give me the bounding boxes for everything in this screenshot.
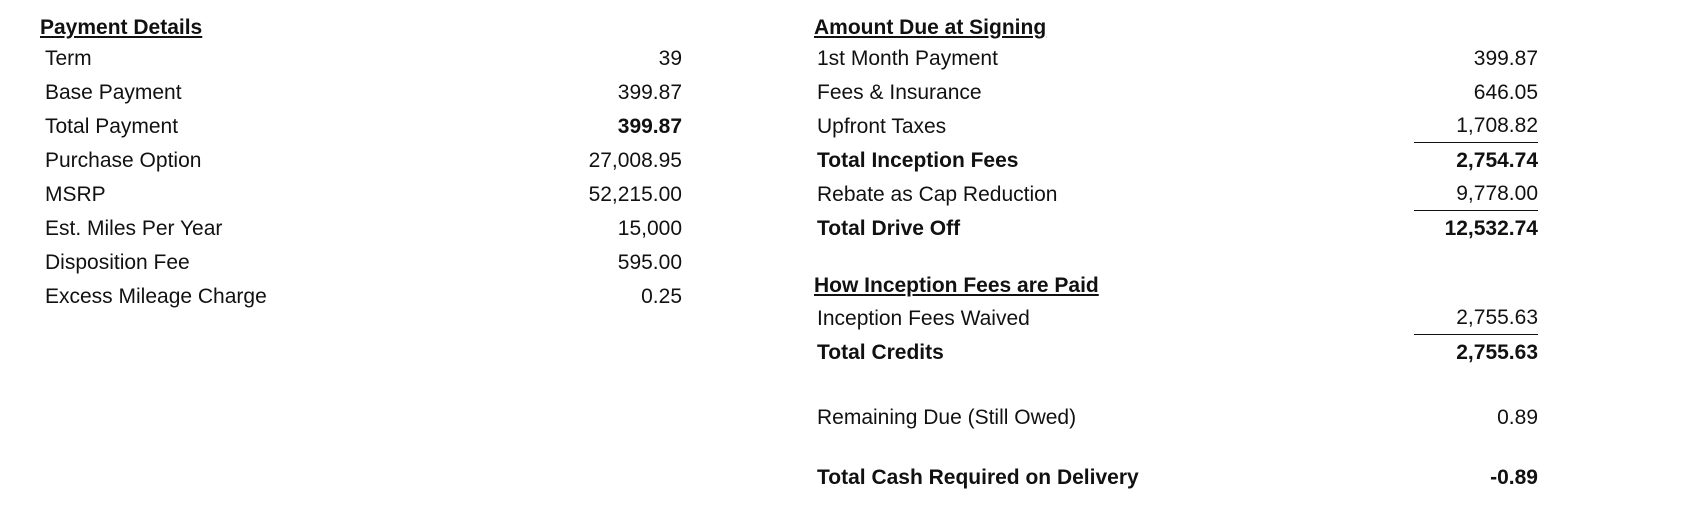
upfront-taxes-value: 1,708.82	[1414, 110, 1538, 143]
payment-details-heading: Payment Details	[40, 16, 203, 39]
total-payment-row	[42, 110, 682, 144]
inception-fees-paid-heading: How Inception Fees are Paid	[814, 274, 1099, 297]
est-miles-label: Est. Miles Per Year	[45, 217, 223, 240]
total-cash-value: -0.89	[1490, 466, 1538, 489]
remaining-due-row	[814, 401, 1538, 435]
total-inception-fees-label: Total Inception Fees	[817, 149, 1019, 172]
total-inception-fees-row	[814, 144, 1538, 178]
term-value: 39	[658, 47, 682, 70]
base-payment-value: 399.87	[617, 81, 682, 104]
rebate-value: 9,778.00	[1414, 178, 1538, 211]
spacer	[814, 435, 1538, 461]
total-cash-row	[814, 461, 1538, 495]
upfront-taxes-row	[814, 110, 1538, 144]
disposition-fee-label: Disposition Fee	[45, 251, 190, 274]
disposition-fee-value: 595.00	[617, 251, 682, 274]
total-credits-label: Total Credits	[817, 341, 944, 364]
fees-insurance-value: 646.05	[1473, 81, 1538, 104]
total-drive-off-row	[814, 212, 1538, 246]
first-month-label: 1st Month Payment	[817, 47, 998, 70]
payment-details-section	[42, 10, 682, 314]
total-payment-label: Total Payment	[45, 115, 179, 138]
excess-mileage-row	[42, 280, 682, 314]
remaining-due-label: Remaining Due (Still Owed)	[817, 406, 1077, 429]
amount-due-section	[814, 10, 1538, 495]
inception-fees-waived-row	[814, 302, 1538, 336]
first-month-value: 399.87	[1473, 47, 1538, 70]
inception-fees-waived-value: 2,755.63	[1414, 302, 1538, 335]
est-miles-row	[42, 212, 682, 246]
rebate-row	[814, 178, 1538, 212]
total-cash-label: Total Cash Required on Delivery	[817, 466, 1139, 489]
fees-insurance-label: Fees & Insurance	[817, 81, 982, 104]
term-label: Term	[45, 47, 92, 70]
remaining-due-value: 0.89	[1497, 406, 1538, 429]
base-payment-label: Base Payment	[45, 81, 182, 104]
base-payment-row	[42, 76, 682, 110]
total-inception-fees-value: 2,754.74	[1456, 149, 1538, 172]
msrp-row	[42, 178, 682, 212]
est-miles-value: 15,000	[617, 217, 682, 240]
spacer	[814, 246, 1538, 268]
excess-mileage-value: 0.25	[641, 285, 682, 308]
purchase-option-value: 27,008.95	[588, 149, 682, 172]
amount-due-heading: Amount Due at Signing	[814, 16, 1047, 39]
first-month-row	[814, 42, 1538, 76]
total-drive-off-label: Total Drive Off	[817, 217, 961, 240]
rebate-label: Rebate as Cap Reduction	[817, 183, 1058, 206]
spacer	[814, 370, 1538, 401]
upfront-taxes-label: Upfront Taxes	[817, 115, 947, 138]
inception-fees-waived-label: Inception Fees Waived	[817, 307, 1030, 330]
term-row	[42, 42, 682, 76]
excess-mileage-label: Excess Mileage Charge	[45, 285, 267, 308]
msrp-value: 52,215.00	[588, 183, 682, 206]
disposition-fee-row	[42, 246, 682, 280]
total-payment-value: 399.87	[617, 115, 682, 138]
total-drive-off-value: 12,532.74	[1444, 217, 1538, 240]
purchase-option-label: Purchase Option	[45, 149, 202, 172]
fees-insurance-row	[814, 76, 1538, 110]
total-credits-row	[814, 336, 1538, 370]
total-credits-value: 2,755.63	[1456, 341, 1538, 364]
purchase-option-row	[42, 144, 682, 178]
msrp-label: MSRP	[45, 183, 106, 206]
